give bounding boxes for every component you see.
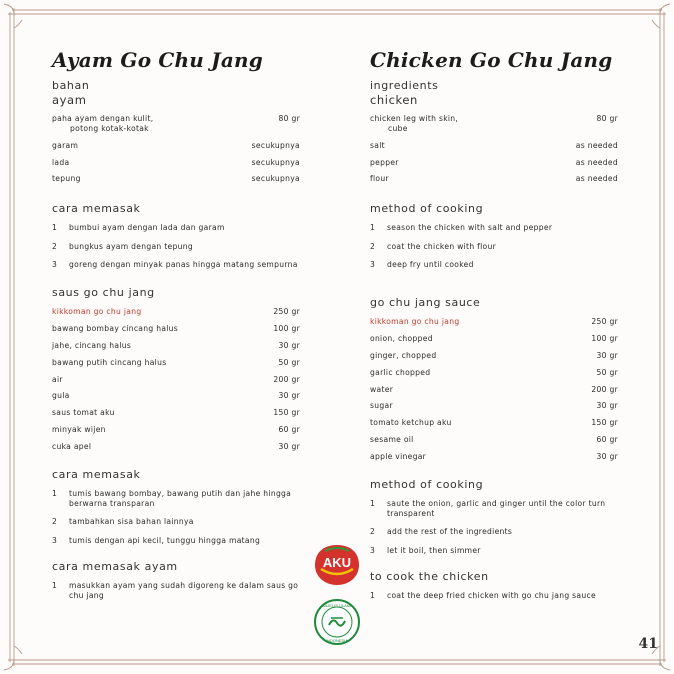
final-heading: cara memasak ayam xyxy=(52,559,178,573)
ingredient-qty: 100 gr xyxy=(273,324,300,334)
ingredient-qty: 30 gr xyxy=(596,401,618,411)
sauce-ingredient-row xyxy=(52,307,300,317)
step-number: 1 xyxy=(52,488,58,498)
method-heading: method of cooking xyxy=(370,202,484,216)
ingredient-row xyxy=(52,158,300,168)
ingredient-row xyxy=(52,114,300,134)
ingredient-qty: 100 gr xyxy=(591,334,618,344)
final-step xyxy=(52,581,300,601)
sauce-method-step xyxy=(52,517,300,527)
ingredient-qty: 60 gr xyxy=(596,434,618,444)
sauce-ingredient-row xyxy=(52,341,300,351)
ingredient-qty: 60 gr xyxy=(278,424,300,434)
sauce-ingredient-row xyxy=(370,317,618,327)
ingredient-name-cont: potong kotak-kotak xyxy=(70,124,149,133)
aku-logo-icon xyxy=(313,543,361,587)
ingredient-name: paha ayam dengan kulit, xyxy=(52,114,154,123)
sauce-ingredient-row xyxy=(370,385,618,395)
sauce-ingredient-row xyxy=(370,435,618,445)
sauce-ingredient-row xyxy=(370,368,618,378)
ingredient-name: bawang bombay cincang halus xyxy=(52,324,179,334)
sauce-ingredient-row xyxy=(370,334,618,344)
method-step xyxy=(52,223,300,233)
step-text: bumbui ayam dengan lada dan garam xyxy=(69,223,225,233)
sauce-ingredient-row xyxy=(370,452,618,462)
ingredient-qty: secukupnya xyxy=(251,174,300,184)
ingredient-name: garlic chopped xyxy=(370,367,431,377)
sauce-heading: saus go chu jang xyxy=(52,286,155,300)
ingredient-name: air xyxy=(52,374,63,384)
recipe-title-en: Chicken Go Chu Jang xyxy=(370,48,613,72)
step-text: let it boil, then simmer xyxy=(387,545,481,555)
ingredient-name: kikkoman go chu jang xyxy=(370,317,460,327)
sauce-ingredient-row xyxy=(52,408,300,418)
step-number: 1 xyxy=(370,223,376,233)
step-number: 1 xyxy=(370,498,376,508)
ingredient-qty: 50 gr xyxy=(596,367,618,377)
ingredient-qty: 150 gr xyxy=(273,408,300,418)
ingredient-name: minyak wijen xyxy=(52,424,106,434)
step-number: 1 xyxy=(52,223,58,233)
page-number: 41 xyxy=(638,636,658,652)
step-number: 2 xyxy=(370,241,376,251)
ingredient-name: sesame oil xyxy=(370,434,414,444)
sauce-method-heading: method of cooking xyxy=(370,477,484,491)
ingredient-qty: 80 gr xyxy=(278,114,300,123)
sauce-method-step xyxy=(52,489,300,509)
ingredient-qty: 200 gr xyxy=(591,384,618,394)
step-number: 2 xyxy=(52,241,58,251)
sauce-ingredient-row xyxy=(52,442,300,452)
step-text: tambahkan sisa bahan lainnya xyxy=(69,517,194,527)
step-text: masukkan ayam yang sudah digoreng ke dalam saus go chu jang xyxy=(69,580,299,600)
ingredient-name: chicken leg with skin, xyxy=(370,114,459,123)
sauce-ingredient-row xyxy=(52,324,300,334)
ingredient-name: jahe, cincang halus xyxy=(52,340,132,350)
ingredient-qty: 150 gr xyxy=(591,418,618,428)
sauce-method-step xyxy=(370,499,618,519)
ingredient-row xyxy=(370,158,618,168)
ingredient-name: cuka apel xyxy=(52,441,92,451)
ingredient-row xyxy=(52,174,300,184)
ingredient-name: tepung xyxy=(52,174,81,184)
step-number: 3 xyxy=(370,260,376,270)
final-step xyxy=(370,591,618,601)
sauce-method-step xyxy=(370,527,618,537)
ingredients-heading: bahan xyxy=(52,79,90,92)
ingredient-qty: as needed xyxy=(575,157,618,167)
ingredient-name: pepper xyxy=(370,157,399,167)
sauce-method-heading: cara memasak xyxy=(52,467,141,481)
sauce-heading: go chu jang sauce xyxy=(370,296,481,310)
step-number: 2 xyxy=(52,517,58,527)
ingredient-qty: secukupnya xyxy=(251,140,300,150)
ingredient-name: apple vinegar xyxy=(370,451,427,461)
ingredient-qty: 250 gr xyxy=(273,307,300,317)
ingredient-qty: 30 gr xyxy=(596,451,618,461)
step-text: saute the onion, garlic and ginger until the color turn transparent xyxy=(387,498,606,518)
sauce-ingredient-row xyxy=(370,418,618,428)
halal-logo-bottom-text: INDONESIA xyxy=(325,638,349,643)
ingredient-row xyxy=(52,141,300,151)
ingredient-qty: 30 gr xyxy=(596,350,618,360)
ingredient-row xyxy=(370,174,618,184)
sauce-ingredient-row xyxy=(370,351,618,361)
ingredient-qty: 80 gr xyxy=(596,114,618,123)
step-number: 3 xyxy=(370,545,376,555)
step-text: add the rest of the ingredients xyxy=(387,527,513,537)
ingredient-row xyxy=(370,141,618,151)
method-step xyxy=(52,260,300,270)
ingredient-qty: 250 gr xyxy=(591,317,618,327)
ingredient-qty: 200 gr xyxy=(273,374,300,384)
ingredient-qty: 30 gr xyxy=(278,441,300,451)
step-number: 3 xyxy=(52,260,58,270)
chicken-subheading: ayam xyxy=(52,93,87,107)
step-text: tumis dengan api kecil, tunggu hingga matang xyxy=(69,535,261,545)
step-number: 2 xyxy=(370,527,376,537)
ingredient-name: kikkoman go chu jang xyxy=(52,307,142,317)
indonesian-recipe-column xyxy=(52,48,300,609)
step-number: 1 xyxy=(52,580,58,590)
ingredient-qty: secukupnya xyxy=(251,157,300,167)
step-text: goreng dengan minyak panas hingga matang sempurna xyxy=(69,260,298,270)
ingredient-name: saus tomat aku xyxy=(52,408,115,418)
method-heading: cara memasak xyxy=(52,202,141,216)
step-text: tumis bawang bombay, bawang putih dan jahe hingga berwarna transparan xyxy=(69,488,292,508)
ingredient-name: flour xyxy=(370,174,389,184)
ingredient-qty: 30 gr xyxy=(278,340,300,350)
sauce-ingredient-row xyxy=(52,425,300,435)
recipe-title-id: Ayam Go Chu Jang xyxy=(52,48,263,72)
step-text: coat the deep fried chicken with go chu jang sauce xyxy=(387,590,596,600)
halal-mui-logo-icon xyxy=(313,598,361,646)
ingredient-name: salt xyxy=(370,140,385,150)
ingredient-name: water xyxy=(370,384,394,394)
ingredient-name: onion, chopped xyxy=(370,334,433,344)
ingredient-name: sugar xyxy=(370,401,393,411)
sauce-ingredient-row xyxy=(52,391,300,401)
ingredient-qty: as needed xyxy=(575,174,618,184)
sauce-ingredient-row xyxy=(52,375,300,385)
sauce-ingredient-row xyxy=(370,401,618,411)
step-text: deep fry until cooked xyxy=(387,260,474,270)
ingredient-name: garam xyxy=(52,140,79,150)
english-recipe-column xyxy=(370,48,618,609)
step-number: 3 xyxy=(52,535,58,545)
sauce-method-step xyxy=(52,536,300,546)
ingredient-name: ginger, chopped xyxy=(370,350,437,360)
ingredient-row xyxy=(370,114,618,134)
ingredient-name: gula xyxy=(52,391,70,401)
final-heading: to cook the chicken xyxy=(370,569,489,583)
step-text: bungkus ayam dengan tepung xyxy=(69,241,193,251)
method-step xyxy=(370,223,618,233)
ingredient-name: lada xyxy=(52,157,70,167)
step-text: season the chicken with salt and pepper xyxy=(387,223,553,233)
ingredient-qty: 30 gr xyxy=(278,391,300,401)
ingredient-qty: as needed xyxy=(575,140,618,150)
ingredients-heading: ingredients xyxy=(370,79,439,92)
method-step xyxy=(52,242,300,252)
sauce-ingredient-row xyxy=(52,358,300,368)
ingredient-name-cont: cube xyxy=(388,124,408,133)
step-number: 1 xyxy=(370,590,376,600)
method-step xyxy=(370,260,618,270)
ingredient-qty: 50 gr xyxy=(278,357,300,367)
ingredient-name: bawang putih cincang halus xyxy=(52,357,167,367)
aku-logo-text: AKU xyxy=(322,555,352,570)
method-step xyxy=(370,242,618,252)
chicken-subheading: chicken xyxy=(370,93,418,107)
ingredient-name: tomato ketchup aku xyxy=(370,418,452,428)
sauce-method-step xyxy=(370,546,618,556)
step-text: coat the chicken with flour xyxy=(387,241,497,251)
halal-logo-top-text: MAJELIS ULAMA xyxy=(321,603,353,608)
